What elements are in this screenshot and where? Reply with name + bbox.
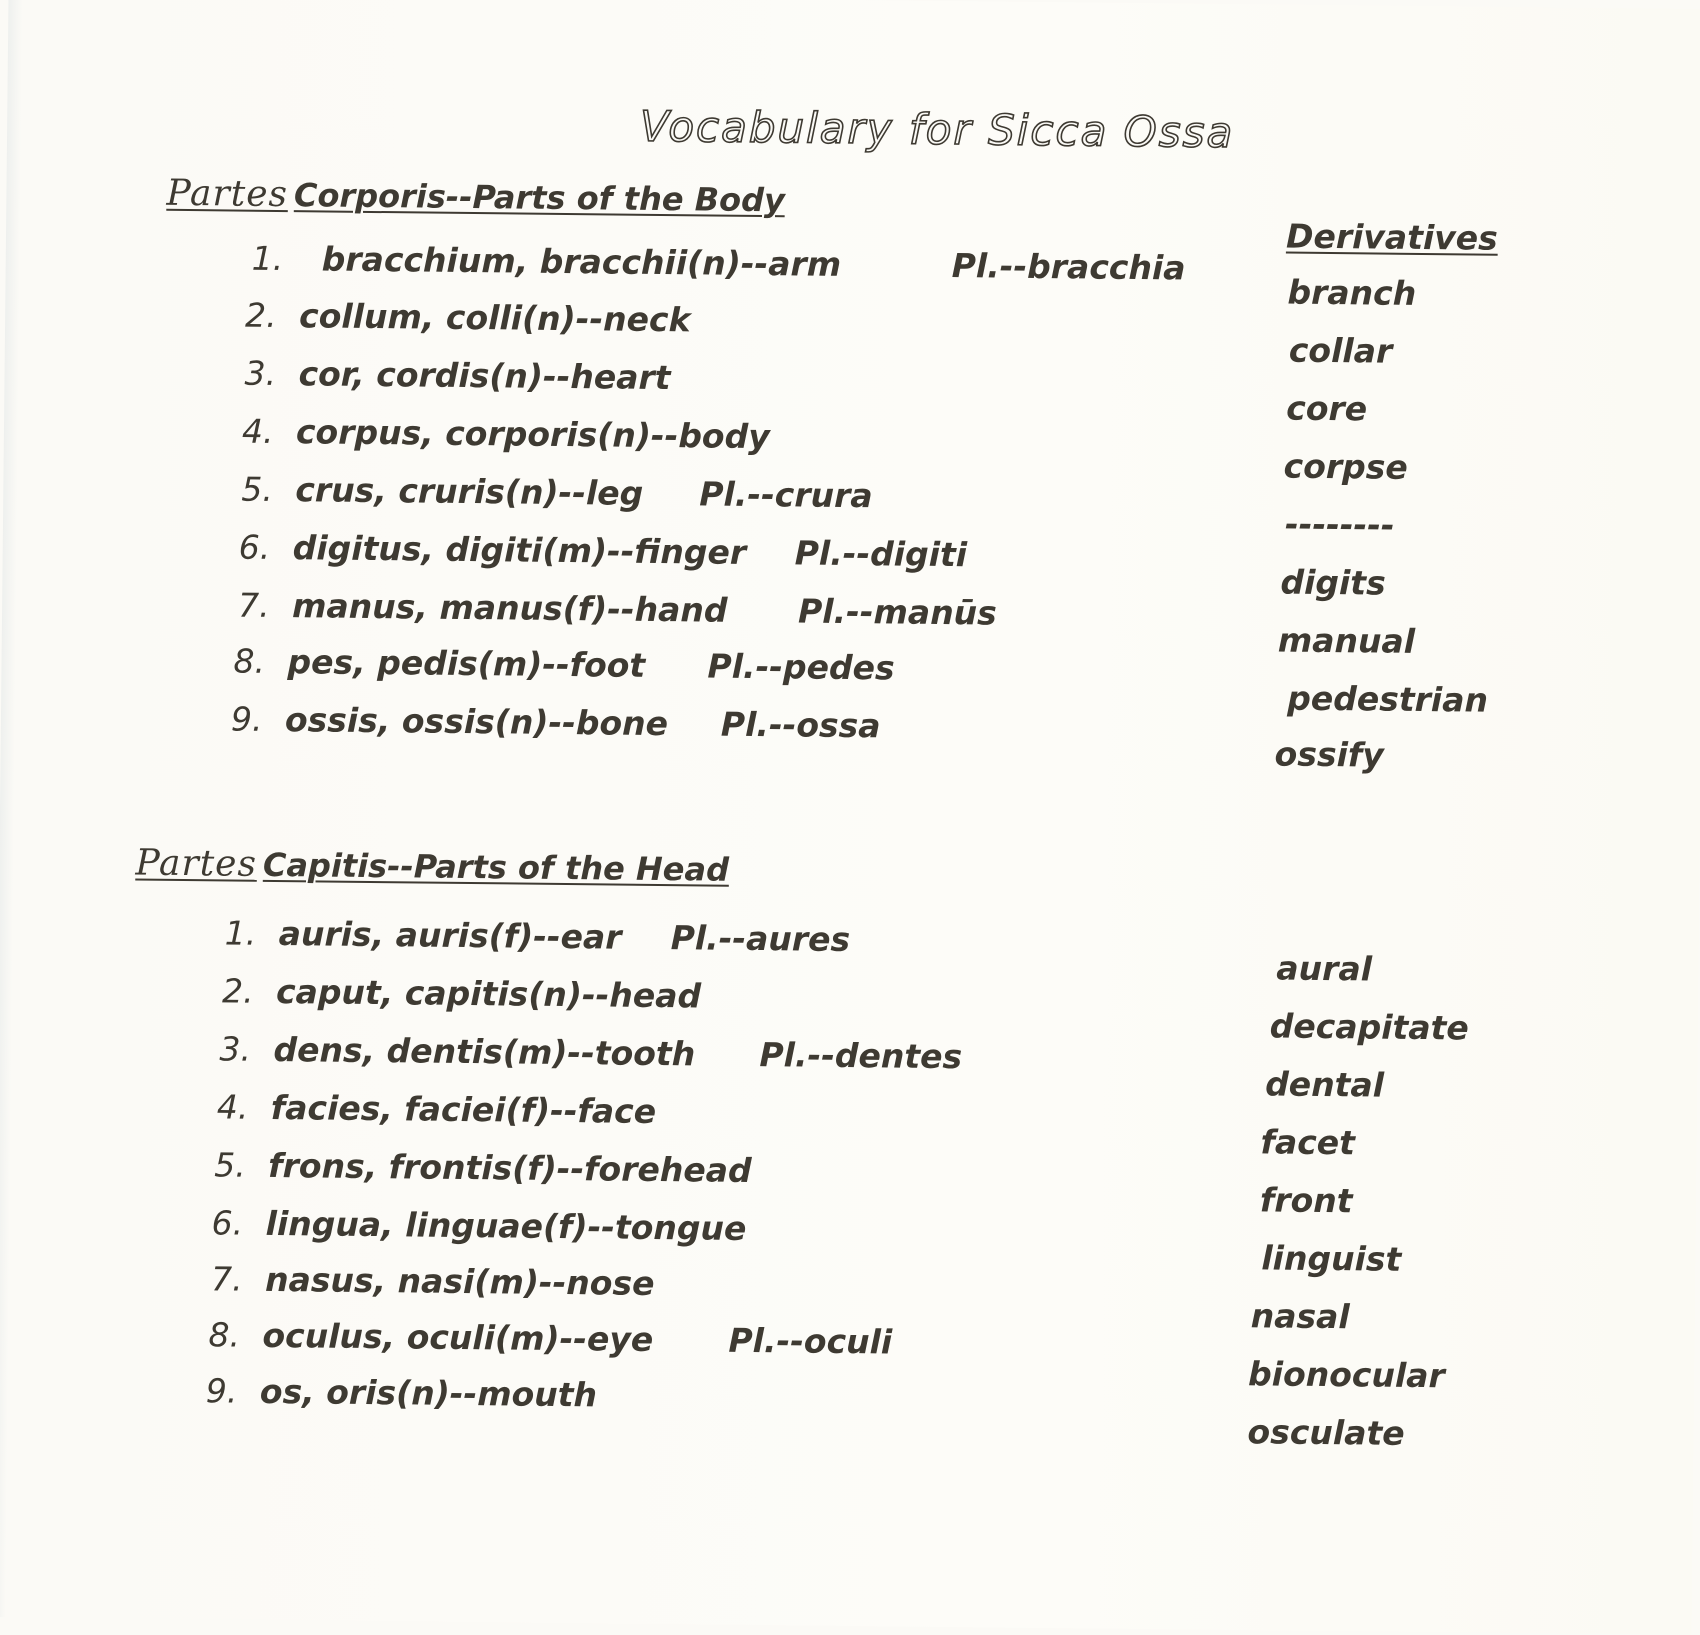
vocab-entry xyxy=(211,1259,655,1303)
entry-number: 8. xyxy=(208,1315,241,1355)
vocab-entry xyxy=(238,527,968,575)
entry-number: 4. xyxy=(216,1087,249,1127)
derivative: bionocular xyxy=(1247,1354,1446,1396)
entry-number: 5. xyxy=(241,469,274,509)
derivative: dental xyxy=(1264,1064,1385,1105)
vocab-entry xyxy=(251,238,1186,288)
entry-latin: facies, faciei(f)--face xyxy=(270,1087,657,1131)
entry-number: 7. xyxy=(210,1259,243,1299)
entry-latin: crus, cruris(n)--leg xyxy=(295,470,644,513)
vocab-entry xyxy=(241,469,873,516)
entry-latin: manus, manus(f)--hand xyxy=(291,586,728,630)
vocab-entry xyxy=(244,354,670,397)
entry-plural: Pl.--manūs xyxy=(797,591,998,633)
section-heading-body xyxy=(166,173,785,220)
entry-latin: os, oris(n)--mouth xyxy=(259,1371,598,1415)
entry-latin: digitus, digiti(m)--finger xyxy=(292,528,747,572)
vocab-entry xyxy=(222,971,701,1015)
derivative: collar xyxy=(1288,330,1393,371)
entry-latin: lingua, linguae(f)--tongue xyxy=(265,1203,747,1248)
entry-number: 1. xyxy=(251,238,284,279)
entry-latin: pes, pedis(m)--foot xyxy=(287,642,646,685)
vocab-entry xyxy=(219,1029,963,1077)
derivative: linguist xyxy=(1261,1238,1402,1279)
entry-latin: frons, frontis(f)--forehead xyxy=(268,1145,752,1190)
derivative: -------- xyxy=(1284,504,1395,545)
derivative: front xyxy=(1259,1180,1353,1221)
derivative: ossify xyxy=(1274,734,1384,775)
vocab-entry xyxy=(206,1371,597,1414)
entry-number: 5. xyxy=(214,1145,246,1185)
section-heading-head xyxy=(135,843,729,890)
derivatives-header: Derivatives xyxy=(1285,216,1499,258)
page-title xyxy=(7,95,1700,162)
entry-plural: Pl.--bracchia xyxy=(951,246,1186,288)
vocab-entry xyxy=(245,296,691,340)
entry-number: 6. xyxy=(238,527,271,567)
handwritten-heading-word: Partes xyxy=(135,842,258,885)
entry-latin: ossis, ossis(n)--bone xyxy=(284,700,669,744)
entry-number: 1. xyxy=(224,913,257,953)
entry-latin: corpus, corporis(n)--body xyxy=(295,412,770,457)
handwritten-heading-word: Partes xyxy=(166,172,289,216)
derivative: core xyxy=(1286,388,1368,429)
entry-latin: dens, dentis(m)--tooth xyxy=(273,1029,696,1074)
derivative: pedestrian xyxy=(1287,678,1489,720)
entry-number: 8. xyxy=(233,641,266,681)
entry-latin: collum, colli(n)--neck xyxy=(298,296,691,340)
entry-number: 2. xyxy=(221,971,254,1011)
vocab-entry xyxy=(233,641,895,688)
entry-latin: bracchium, bracchii(n)--arm xyxy=(321,239,842,284)
derivative: osculate xyxy=(1247,1412,1405,1453)
entry-number: 6. xyxy=(211,1203,244,1243)
entry-plural: Pl.--crura xyxy=(699,474,873,516)
entry-plural: Pl.--ossa xyxy=(720,704,881,746)
entry-plural: Pl.--oculi xyxy=(728,1320,893,1362)
section-heading-text: Corporis--Parts of the Body xyxy=(293,176,786,220)
section-heading-text: Capitis--Parts of the Head xyxy=(262,845,730,889)
derivative: nasal xyxy=(1250,1296,1350,1337)
entry-latin: nasus, nasi(m)--nose xyxy=(264,1259,655,1303)
derivative: decapitate xyxy=(1269,1006,1469,1048)
entry-latin: cor, cordis(n)--heart xyxy=(298,354,671,398)
entry-number: 3. xyxy=(219,1029,252,1069)
vocab-entry xyxy=(224,913,851,960)
entry-plural: Pl.--aures xyxy=(670,918,851,960)
entry-number: 2. xyxy=(244,295,277,335)
entry-plural: Pl.--digiti xyxy=(794,533,968,575)
vocab-entry xyxy=(214,1145,752,1190)
entry-plural: Pl.--pedes xyxy=(707,646,895,688)
vocab-entry xyxy=(208,1315,893,1362)
entry-number: 3. xyxy=(244,353,277,393)
entry-latin: caput, capitis(n)--head xyxy=(275,972,702,1016)
derivative: facet xyxy=(1260,1122,1356,1163)
entry-number: 9. xyxy=(230,699,263,739)
entry-latin: oculus, oculi(m)--eye xyxy=(262,1315,654,1359)
derivative: digits xyxy=(1280,562,1386,603)
entry-latin: auris, auris(f)--ear xyxy=(278,914,622,957)
entry-plural: Pl.--dentes xyxy=(759,1035,963,1077)
entry-number: 7. xyxy=(237,585,270,625)
derivative: branch xyxy=(1287,272,1417,313)
vocab-entry xyxy=(242,412,770,457)
derivative: corpse xyxy=(1283,446,1409,487)
vocab-entry xyxy=(237,585,998,633)
derivative: manual xyxy=(1277,620,1416,661)
entry-number: 9. xyxy=(205,1371,238,1411)
vocab-entry xyxy=(230,699,881,746)
title-text: Vocabulary for Sicca Ossa xyxy=(639,101,1235,157)
derivative: aural xyxy=(1276,948,1373,989)
entry-number: 4. xyxy=(241,411,274,451)
vocab-entry xyxy=(211,1203,746,1248)
vocab-entry xyxy=(217,1087,657,1131)
